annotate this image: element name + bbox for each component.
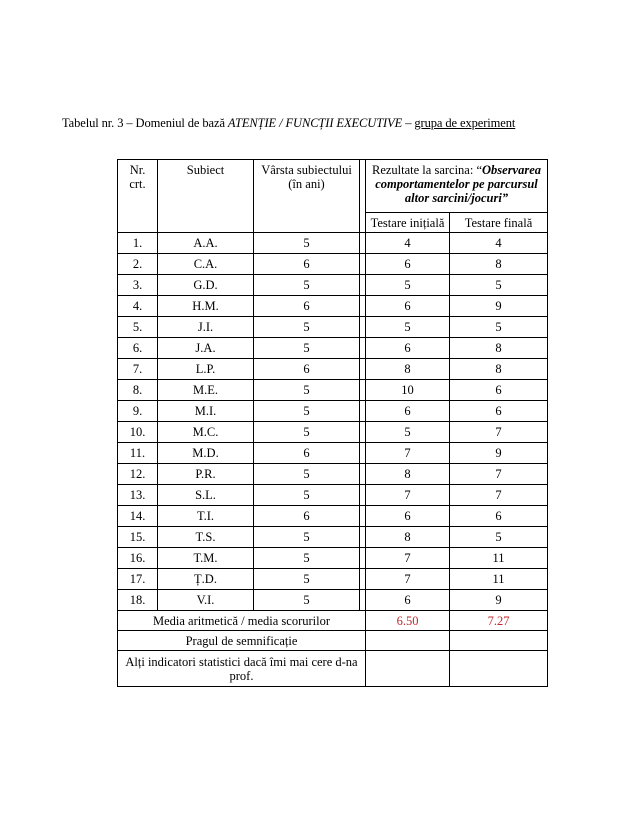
cell-age: 6 (254, 506, 360, 527)
cell-initial: 6 (366, 254, 450, 275)
header-results-prefix: Rezultate la sarcina: “ (371, 163, 482, 177)
cell-final: 7 (450, 485, 548, 506)
cell-nr: 14. (118, 506, 158, 527)
table-row (118, 380, 548, 401)
cell-nr: 16. (118, 548, 158, 569)
header-nr: Nr. crt. (118, 160, 158, 233)
cell-initial: 5 (366, 275, 450, 296)
other-initial (366, 651, 450, 687)
cell-final: 5 (450, 275, 548, 296)
cell-final: 11 (450, 569, 548, 590)
cell-subject: T.M. (158, 548, 254, 569)
header-results-task: Observarea comportamentelor pe parcursul altor sarcini/jocuri” (375, 163, 542, 205)
cell-initial: 7 (366, 443, 450, 464)
cell-subject: M.D. (158, 443, 254, 464)
cell-nr: 3. (118, 275, 158, 296)
other-indicators-label: Alți indicatori statistici dacă îmi mai cere d-na prof. (118, 651, 366, 687)
cell-age: 5 (254, 527, 360, 548)
header-subject: Subiect (158, 160, 254, 233)
cell-subject: T.S. (158, 527, 254, 548)
cell-subject: L.P. (158, 359, 254, 380)
cell-subject: M.I. (158, 401, 254, 422)
mean-label: Media aritmetică / media scorurilor (118, 611, 366, 631)
cell-subject: G.D. (158, 275, 254, 296)
header-results (366, 160, 548, 213)
cell-subject: Ț.D. (158, 569, 254, 590)
table-row (118, 275, 548, 296)
cell-subject: V.I. (158, 590, 254, 611)
cell-age: 6 (254, 254, 360, 275)
cell-final: 9 (450, 443, 548, 464)
caption-group: grupa de experiment (414, 116, 516, 130)
cell-subject: J.A. (158, 338, 254, 359)
mean-row (118, 611, 548, 631)
cell-age: 5 (254, 233, 360, 254)
other-indicators-row (118, 651, 548, 687)
cell-subject: T.I. (158, 506, 254, 527)
cell-final: 9 (450, 590, 548, 611)
table-row (118, 548, 548, 569)
header-row (118, 160, 548, 213)
other-final (450, 651, 548, 687)
cell-age: 5 (254, 422, 360, 443)
cell-subject: A.A. (158, 233, 254, 254)
cell-nr: 8. (118, 380, 158, 401)
cell-initial: 6 (366, 590, 450, 611)
cell-age: 5 (254, 569, 360, 590)
cell-initial: 6 (366, 401, 450, 422)
cell-final: 8 (450, 338, 548, 359)
cell-age: 5 (254, 464, 360, 485)
cell-age: 5 (254, 275, 360, 296)
table-caption (62, 116, 515, 131)
cell-initial: 8 (366, 464, 450, 485)
table-row (118, 254, 548, 275)
cell-initial: 7 (366, 548, 450, 569)
table-row (118, 485, 548, 506)
cell-final: 5 (450, 527, 548, 548)
table-row (118, 233, 548, 254)
caption-separator: – (402, 116, 415, 130)
table-row (118, 317, 548, 338)
cell-final: 6 (450, 380, 548, 401)
table-row (118, 401, 548, 422)
cell-age: 6 (254, 296, 360, 317)
cell-initial: 5 (366, 317, 450, 338)
cell-nr: 18. (118, 590, 158, 611)
cell-age: 5 (254, 590, 360, 611)
cell-final: 7 (450, 422, 548, 443)
cell-initial: 6 (366, 338, 450, 359)
mean-final: 7.27 (450, 611, 548, 631)
cell-nr: 15. (118, 527, 158, 548)
caption-prefix: Tabelul nr. 3 – Domeniul de bază (62, 116, 228, 130)
table-row (118, 422, 548, 443)
table-row (118, 527, 548, 548)
cell-initial: 10 (366, 380, 450, 401)
cell-subject: C.A. (158, 254, 254, 275)
cell-initial: 7 (366, 569, 450, 590)
cell-nr: 11. (118, 443, 158, 464)
header-initial: Testare inițială (366, 213, 450, 233)
table-row (118, 359, 548, 380)
cell-nr: 5. (118, 317, 158, 338)
cell-age: 6 (254, 359, 360, 380)
cell-age: 5 (254, 380, 360, 401)
header-final: Testare finală (450, 213, 548, 233)
cell-nr: 7. (118, 359, 158, 380)
caption-domain: ATENȚIE / FUNCȚII EXECUTIVE (227, 116, 403, 130)
cell-age: 5 (254, 548, 360, 569)
cell-final: 9 (450, 296, 548, 317)
cell-nr: 12. (118, 464, 158, 485)
table-row (118, 338, 548, 359)
cell-nr: 4. (118, 296, 158, 317)
cell-subject: M.C. (158, 422, 254, 443)
cell-final: 8 (450, 254, 548, 275)
cell-initial: 6 (366, 506, 450, 527)
cell-final: 7 (450, 464, 548, 485)
table-row (118, 569, 548, 590)
cell-nr: 6. (118, 338, 158, 359)
mean-initial: 6.50 (366, 611, 450, 631)
cell-age: 5 (254, 317, 360, 338)
significance-row (118, 631, 548, 651)
cell-subject: M.E. (158, 380, 254, 401)
cell-nr: 13. (118, 485, 158, 506)
cell-final: 4 (450, 233, 548, 254)
cell-initial: 6 (366, 296, 450, 317)
results-table (117, 159, 548, 687)
table-row (118, 464, 548, 485)
cell-final: 8 (450, 359, 548, 380)
cell-age: 5 (254, 401, 360, 422)
cell-initial: 8 (366, 527, 450, 548)
header-age: Vârsta subiectului (în ani) (254, 160, 360, 233)
cell-initial: 4 (366, 233, 450, 254)
cell-initial: 8 (366, 359, 450, 380)
cell-subject: J.I. (158, 317, 254, 338)
table-row (118, 296, 548, 317)
cell-nr: 17. (118, 569, 158, 590)
table-row (118, 443, 548, 464)
significance-initial (366, 631, 450, 651)
table-row (118, 506, 548, 527)
cell-subject: S.L. (158, 485, 254, 506)
cell-age: 5 (254, 338, 360, 359)
significance-final (450, 631, 548, 651)
significance-label: Pragul de semnificație (118, 631, 366, 651)
cell-final: 11 (450, 548, 548, 569)
cell-initial: 5 (366, 422, 450, 443)
table-row (118, 590, 548, 611)
cell-final: 6 (450, 506, 548, 527)
cell-nr: 1. (118, 233, 158, 254)
cell-final: 5 (450, 317, 548, 338)
cell-initial: 7 (366, 485, 450, 506)
cell-nr: 2. (118, 254, 158, 275)
cell-nr: 9. (118, 401, 158, 422)
cell-age: 5 (254, 485, 360, 506)
cell-subject: H.M. (158, 296, 254, 317)
cell-final: 6 (450, 401, 548, 422)
cell-subject: P.R. (158, 464, 254, 485)
cell-age: 6 (254, 443, 360, 464)
cell-nr: 10. (118, 422, 158, 443)
